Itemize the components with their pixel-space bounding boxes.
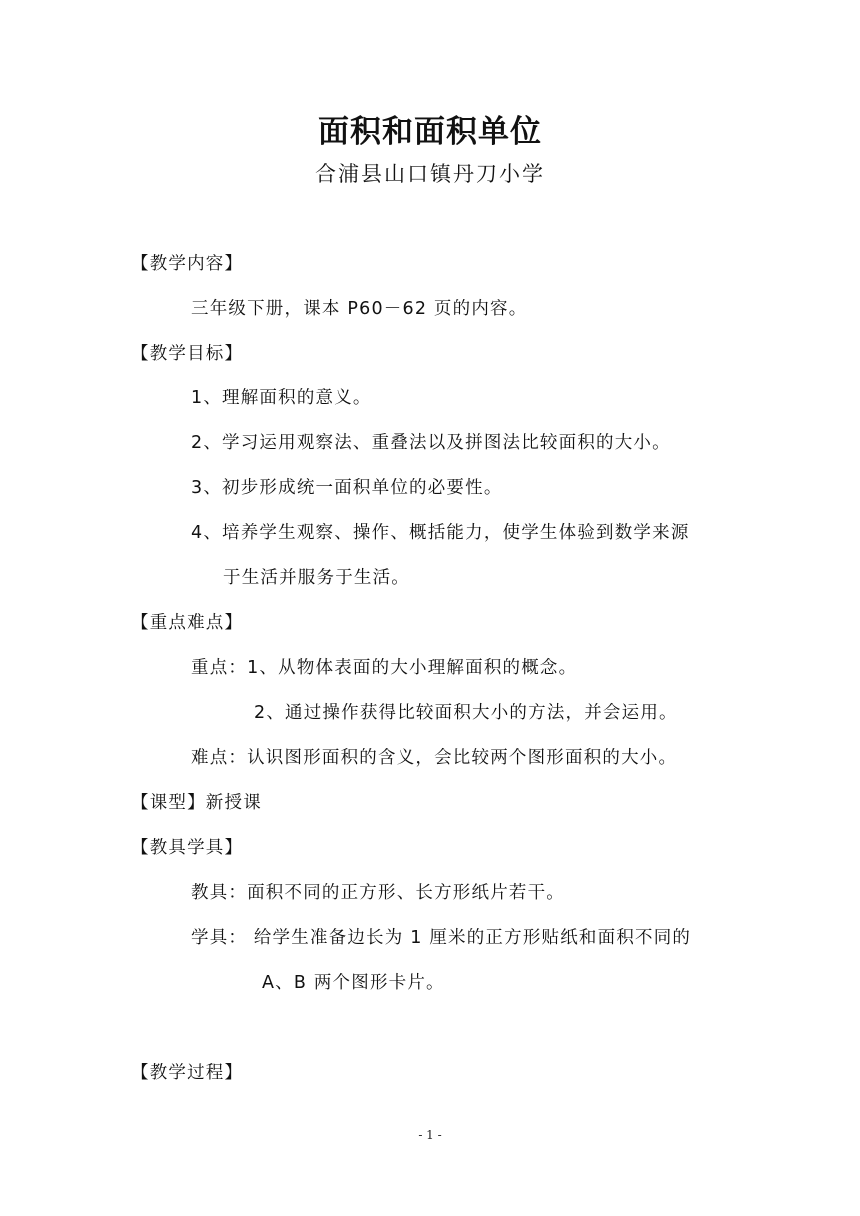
page-number: - 1 -: [418, 1128, 442, 1142]
tools-item: 学具： 给学生准备边长为 1 厘米的正方形贴纸和面积不同的: [191, 928, 692, 948]
lesson-type: 【课型】新授课: [131, 793, 262, 813]
goal-item: 4、培养学生观察、操作、概括能力，使学生体验到数学来源: [191, 523, 690, 543]
content-heading: 【教学内容】: [131, 254, 244, 274]
keypoint-item: 重点：1、从物体表面的大小理解面积的概念。: [191, 658, 578, 678]
tools-item-continuation: A、B 两个图形卡片。: [262, 973, 445, 993]
goal-item: 2、学习运用观察法、重叠法以及拼图法比较面积的大小。: [191, 433, 671, 453]
process-heading: 【教学过程】: [131, 1063, 244, 1083]
keypoint-item: 2、通过操作获得比较面积大小的方法，并会运用。: [254, 703, 678, 723]
keypoints-heading: 【重点难点】: [131, 613, 244, 633]
goals-heading: 【教学目标】: [131, 344, 244, 364]
document-title: 面积和面积单位: [318, 114, 542, 150]
school-name: 合浦县山口镇丹刀小学: [315, 162, 545, 186]
difficulty-item: 难点：认识图形面积的含义，会比较两个图形面积的大小。: [191, 748, 678, 768]
content-text: 三年级下册，课本 P60－62 页的内容。: [191, 299, 528, 319]
tools-heading: 【教具学具】: [131, 838, 244, 858]
goal-item: 1、理解面积的意义。: [191, 388, 372, 408]
goal-item: 3、初步形成统一面积单位的必要性。: [191, 478, 503, 498]
goal-item-continuation: 于生活并服务于生活。: [223, 568, 410, 588]
tools-item: 教具：面积不同的正方形、长方形纸片若干。: [191, 883, 565, 903]
